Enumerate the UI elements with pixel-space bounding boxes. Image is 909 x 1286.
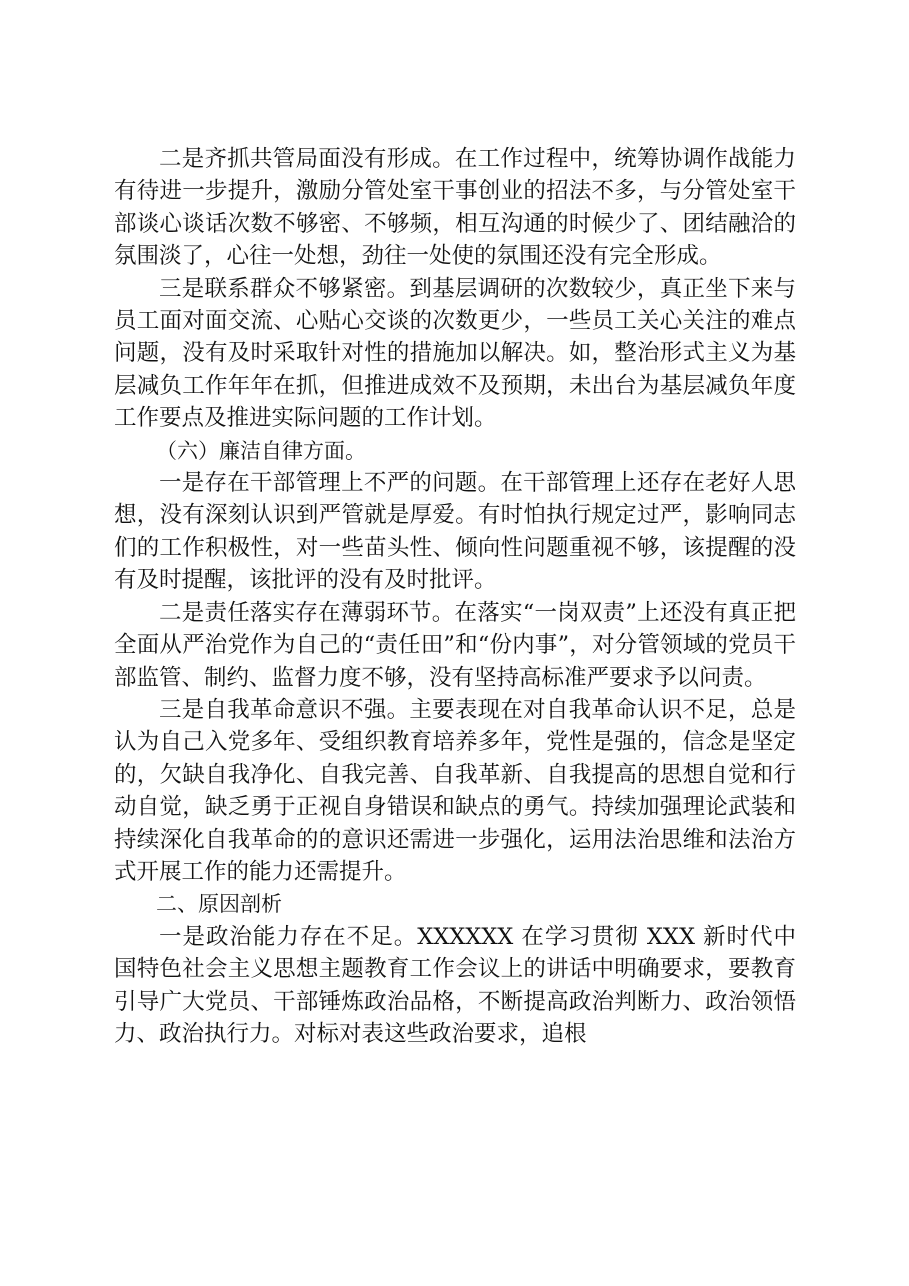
paragraph-responsibility: 二是责任落实存在薄弱环节。在落实“一岗双责”上还没有真正把全面从严治党作为自己的“责任田”和“份内事”，对分管领域的党员干部监管、制约、监督力度不够，没有坚持高标准严要求予以问责。 [114, 599, 796, 691]
paragraph-cooperation: 二是齐抓共管局面没有形成。在工作过程中，统筹协调作战能力有待进一步提升，激励分管处室干事创业的招法不多，与分管处室干部谈心谈话次数不够密、不够频，相互沟通的时候少了、团结融洽的氛围淡了，心往一处想，劲往一处使的氛围还没有完全形成。 [114, 146, 796, 270]
section-heading-integrity: （六）廉洁自律方面。 [156, 438, 366, 463]
paragraph-self-revolution: 三是自我革命意识不强。主要表现在对自我革命认识不足，总是认为自己入党多年、受组织教育培养多年，党性是强的，信念是坚定的，欠缺自我净化、自我完善、自我革新、自我提高的思想自觉和行动自觉，缺乏勇于正视自身错误和缺点的勇气。持续加强理论武装和持续深化自我革命的的意识还需进一步强化，运用法治思维和法治方式开展工作的能力还需提升。 [114, 696, 796, 885]
paragraph-political-capacity: 一是政治能力存在不足。XXXXXX 在学习贯彻 XXX 新时代中国特色社会主义思想主题教育工作会议上的讲话中明确要求，要教育引导广大党员、干部锤炼政治品格，不断提高政治判断力、政治领悟力、政治执行力。对标对表这些政治要求，追根 [114, 923, 796, 1047]
document-body [114, 143, 796, 1050]
paragraph-mass-contact: 三是联系群众不够紧密。到基层调研的次数较少，真正坐下来与员工面对面交流、心贴心交谈的次数更少，一些员工关心关注的难点问题，没有及时采取针对性的措施加以解决。如，整治形式主义为基层减负工作年年在抓，但推进成效不及预期，未出台为基层减负年度工作要点及推进实际问题的工作计划。 [114, 275, 796, 432]
section-heading-cause-analysis: 二、原因剖析 [156, 892, 282, 917]
paragraph-cadre-management: 一是存在干部管理上不严的问题。在干部管理上还存在老好人思想，没有深刻认识到严管就是厚爱。有时怕执行规定过严，影响同志们的工作积极性，对一些苗头性、倾向性问题重视不够，该提醒的没有及时提醒，该批评的没有及时批评。 [114, 470, 796, 594]
